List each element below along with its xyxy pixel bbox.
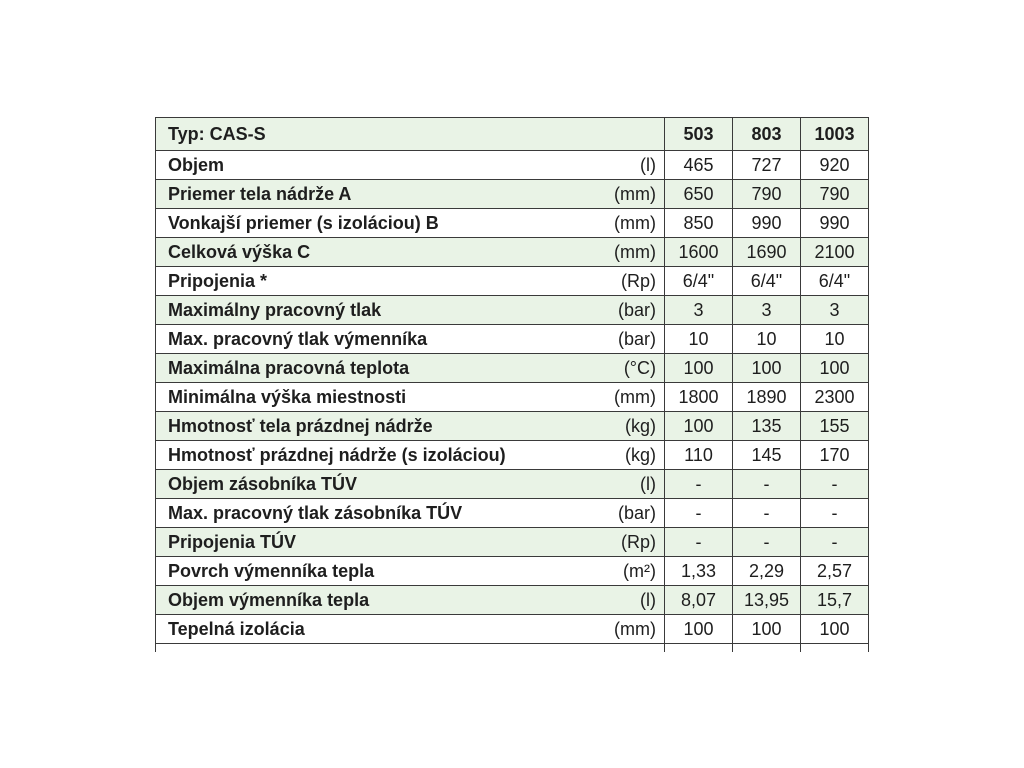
row-value: - (733, 528, 801, 557)
row-label-cell (156, 209, 665, 238)
row-value: 100 (665, 615, 733, 644)
table-row (156, 470, 869, 499)
table-row-cutoff (156, 644, 869, 652)
table-row (156, 180, 869, 209)
row-value: 1890 (733, 383, 801, 412)
row-value: 100 (733, 615, 801, 644)
model-503: 503 (665, 118, 733, 151)
row-value: 145 (733, 441, 801, 470)
row-value: 2100 (801, 238, 869, 267)
row-label: Max. pracovný tlak zásobníka TÚV (168, 503, 463, 523)
row-value: 990 (733, 209, 801, 238)
table-row (156, 412, 869, 441)
table-row (156, 615, 869, 644)
row-label: Maximálny pracovný tlak (168, 300, 382, 320)
table-row (156, 296, 869, 325)
row-value: 100 (665, 412, 733, 441)
cutoff-cell (156, 644, 665, 652)
row-value: 15,7 (801, 586, 869, 615)
table-row (156, 528, 869, 557)
table-row (156, 586, 869, 615)
type-label: Typ: CAS-S (168, 124, 266, 144)
row-label: Povrch výmenníka tepla (168, 561, 375, 581)
row-label-cell (156, 151, 665, 180)
row-label: Hmotnosť tela prázdnej nádrže (168, 416, 433, 436)
row-value: - (733, 470, 801, 499)
row-value: 6/4" (665, 267, 733, 296)
row-label: Max. pracovný tlak výmenníka (168, 329, 428, 349)
table-row (156, 151, 869, 180)
row-value: 100 (665, 354, 733, 383)
row-value: 10 (801, 325, 869, 354)
table-row (156, 441, 869, 470)
row-value: 155 (801, 412, 869, 441)
row-unit: (mm) (614, 242, 656, 262)
row-label: Tepelná izolácia (168, 619, 305, 639)
row-label: Pripojenia * (168, 271, 268, 291)
row-value: - (665, 499, 733, 528)
row-label: Maximálna pracovná teplota (168, 358, 410, 378)
row-label-cell (156, 238, 665, 267)
row-value: 8,07 (665, 586, 733, 615)
row-value: 790 (801, 180, 869, 209)
row-label-cell (156, 470, 665, 499)
row-value: - (665, 528, 733, 557)
row-label-cell (156, 180, 665, 209)
row-label-cell (156, 557, 665, 586)
row-value: 790 (733, 180, 801, 209)
row-value: - (801, 499, 869, 528)
row-label-cell (156, 412, 665, 441)
row-label: Pripojenia TÚV (168, 532, 297, 552)
row-label-cell (156, 615, 665, 644)
row-unit: (°C) (623, 358, 656, 378)
row-label: Celková výška C (168, 242, 311, 262)
row-value: 2,29 (733, 557, 801, 586)
header-row (156, 118, 869, 151)
row-value: 170 (801, 441, 869, 470)
row-value: 100 (801, 354, 869, 383)
header-type-cell (156, 118, 665, 151)
row-label-cell (156, 267, 665, 296)
cutoff-cell (733, 644, 801, 652)
row-value: - (801, 528, 869, 557)
row-label: Objem (168, 155, 225, 175)
row-unit: (l) (640, 474, 656, 494)
row-value: - (801, 470, 869, 499)
row-value: 13,95 (733, 586, 801, 615)
table-row (156, 238, 869, 267)
row-value: 2,57 (801, 557, 869, 586)
row-unit: (l) (640, 590, 656, 610)
row-value: 1600 (665, 238, 733, 267)
row-unit: (kg) (625, 416, 656, 436)
table-row (156, 325, 869, 354)
row-label: Objem zásobníka TÚV (168, 474, 358, 494)
row-value: - (733, 499, 801, 528)
row-unit: (kg) (625, 445, 656, 465)
row-label: Vonkajší priemer (s izoláciou) B (168, 213, 439, 233)
spec-table (155, 117, 869, 652)
row-value: 3 (733, 296, 801, 325)
row-unit: (bar) (617, 503, 656, 523)
spec-table-body (156, 118, 869, 652)
row-unit: (mm) (614, 184, 656, 204)
row-label-cell (156, 296, 665, 325)
row-value: 1800 (665, 383, 733, 412)
row-label: Objem výmenníka tepla (168, 590, 370, 610)
row-unit: (mm) (614, 213, 656, 233)
row-label-cell (156, 383, 665, 412)
table-row (156, 499, 869, 528)
row-label: Priemer tela nádrže A (168, 184, 352, 204)
row-value: 110 (665, 441, 733, 470)
row-value: 100 (733, 354, 801, 383)
model-1003: 1003 (801, 118, 869, 151)
row-label-cell (156, 499, 665, 528)
cutoff-cell (801, 644, 869, 652)
row-value: 850 (665, 209, 733, 238)
row-value: 100 (801, 615, 869, 644)
table-row (156, 267, 869, 296)
row-unit: (l) (640, 155, 656, 175)
row-value: 650 (665, 180, 733, 209)
row-unit: (mm) (614, 619, 656, 639)
table-row (156, 209, 869, 238)
table-row (156, 354, 869, 383)
row-unit: (Rp) (621, 532, 656, 552)
row-value: 135 (733, 412, 801, 441)
row-label-cell (156, 586, 665, 615)
row-unit: (bar) (617, 329, 656, 349)
row-value: 1690 (733, 238, 801, 267)
row-value: 465 (665, 151, 733, 180)
row-value: 3 (801, 296, 869, 325)
table-row (156, 557, 869, 586)
model-803: 803 (733, 118, 801, 151)
row-unit: (bar) (617, 300, 656, 320)
row-value: 990 (801, 209, 869, 238)
row-value: 1,33 (665, 557, 733, 586)
row-value: 10 (733, 325, 801, 354)
row-label: Hmotnosť prázdnej nádrže (s izoláciou) (168, 445, 506, 465)
row-label-cell (156, 528, 665, 557)
row-value: 727 (733, 151, 801, 180)
row-value: 6/4" (733, 267, 801, 296)
row-label-cell (156, 441, 665, 470)
row-value: 2300 (801, 383, 869, 412)
row-value: 3 (665, 296, 733, 325)
row-unit: (m²) (623, 561, 656, 581)
row-label-cell (156, 325, 665, 354)
table-row (156, 383, 869, 412)
row-value: 6/4" (801, 267, 869, 296)
row-label-cell (156, 354, 665, 383)
row-unit: (Rp) (621, 271, 656, 291)
cutoff-cell (665, 644, 733, 652)
row-value: 920 (801, 151, 869, 180)
row-value: - (665, 470, 733, 499)
row-value: 10 (665, 325, 733, 354)
row-label: Minimálna výška miestnosti (168, 387, 407, 407)
row-unit: (mm) (614, 387, 656, 407)
